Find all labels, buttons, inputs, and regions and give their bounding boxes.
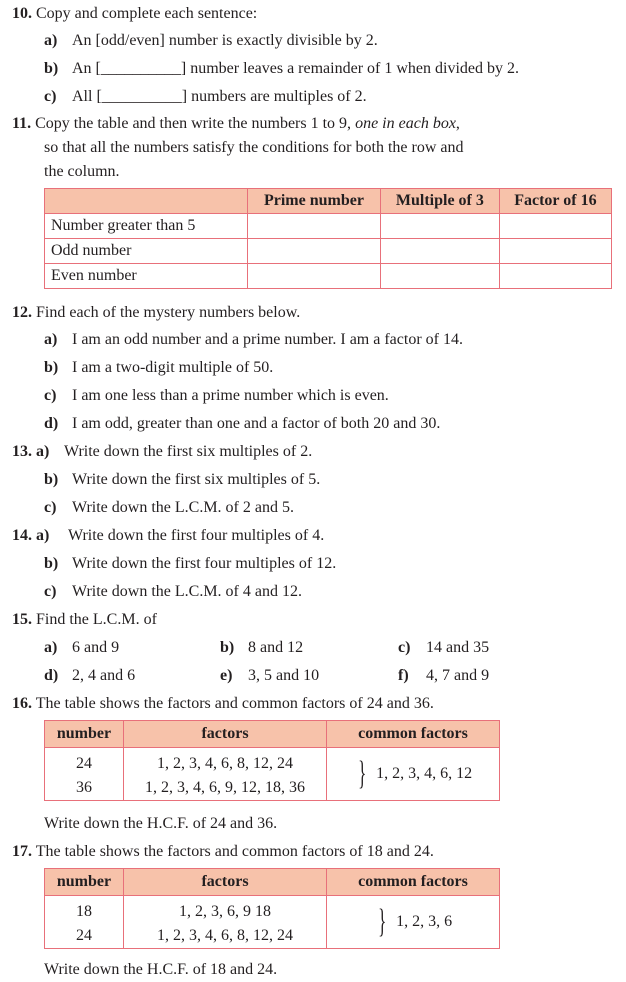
- q15: 15. Find the L.C.M. of: [12, 611, 157, 628]
- q10-c: c) All [__________] numbers are multiples of 2.: [44, 88, 367, 105]
- brace-icon: }: [377, 903, 387, 940]
- q11-line2: so that all the numbers satisfy the conditions for both the row and: [44, 139, 464, 156]
- q12-b: b) I am a two-digit multiple of 50.: [44, 359, 274, 376]
- q14-a: 14. a) Write down the first four multiples of 4.: [12, 527, 325, 544]
- q16-followup: Write down the H.C.F. of 24 and 36.: [44, 815, 278, 832]
- table-row: Even number: [45, 264, 612, 289]
- q16-table: number factors common factors 24 1, 2, 3, 4, 6, 8, 12, 24 } 1, 2, 3, 4, 6, 12 36 1, 2, 3, 4, 6, 9, 12, 18, 36: [44, 720, 500, 801]
- q10: 10. Copy and complete each sentence:: [12, 5, 258, 22]
- q15-d: d) 2, 4 and 6: [44, 667, 136, 684]
- table-row: 24 1, 2, 3, 4, 6, 8, 12, 24 } 1, 2, 3, 4, 6, 12: [45, 748, 500, 777]
- table-row: 24 1, 2, 3, 4, 6, 8, 12, 24: [45, 924, 500, 949]
- brace-icon: }: [357, 755, 367, 792]
- q15-f: f) 4, 7 and 9: [398, 667, 490, 684]
- q13-a: 13. a) Write down the first six multiples of 2.: [12, 443, 313, 460]
- q15-b: b) 8 and 12: [220, 639, 304, 656]
- table-row: Odd number: [45, 239, 612, 264]
- q15-c: c) 14 and 35: [398, 639, 490, 656]
- table-row: 18 1, 2, 3, 6, 9 18 } 1, 2, 3, 6: [45, 896, 500, 925]
- q11-line3: the column.: [44, 163, 120, 180]
- table-row: Number greater than 5: [45, 214, 612, 239]
- q13-b: b) Write down the first six multiples of 5.: [44, 471, 321, 488]
- q15-e: e) 3, 5 and 10: [220, 667, 320, 684]
- q17-table: number factors common factors 18 1, 2, 3, 6, 9 18 } 1, 2, 3, 6 24 1, 2, 3, 4, 6, 8, 12, 24: [44, 868, 500, 949]
- q12: 12. Find each of the mystery numbers below.: [12, 304, 301, 321]
- q10-b: b) An [__________] number leaves a remainder of 1 when divided by 2.: [44, 60, 519, 77]
- q11-table: Prime number Multiple of 3 Factor of 16 Number greater than 5 Odd number Even number: [44, 188, 612, 289]
- q12-d: d) I am odd, greater than one and a factor of both 20 and 30.: [44, 415, 441, 432]
- q15-a: a) 6 and 9: [44, 639, 120, 656]
- q16: 16. The table shows the factors and common factors of 24 and 36.: [12, 695, 434, 712]
- q17-followup: Write down the H.C.F. of 18 and 24.: [44, 961, 278, 978]
- q12-a: a) I am an odd number and a prime number. I am a factor of 14.: [44, 331, 463, 348]
- q17: 17. The table shows the factors and common factors of 18 and 24.: [12, 843, 434, 860]
- q11: 11. Copy the table and then write the numbers 1 to 9, one in each box,: [12, 115, 460, 132]
- q14-b: b) Write down the first four multiples of 12.: [44, 555, 337, 572]
- q14-c: c) Write down the L.C.M. of 4 and 12.: [44, 583, 302, 600]
- q12-c: c) I am one less than a prime number which is even.: [44, 387, 389, 404]
- q13-c: c) Write down the L.C.M. of 2 and 5.: [44, 499, 294, 516]
- q10-a: a) An [odd/even] number is exactly divisible by 2.: [44, 32, 378, 49]
- table-row: 36 1, 2, 3, 4, 6, 9, 12, 18, 36: [45, 776, 500, 801]
